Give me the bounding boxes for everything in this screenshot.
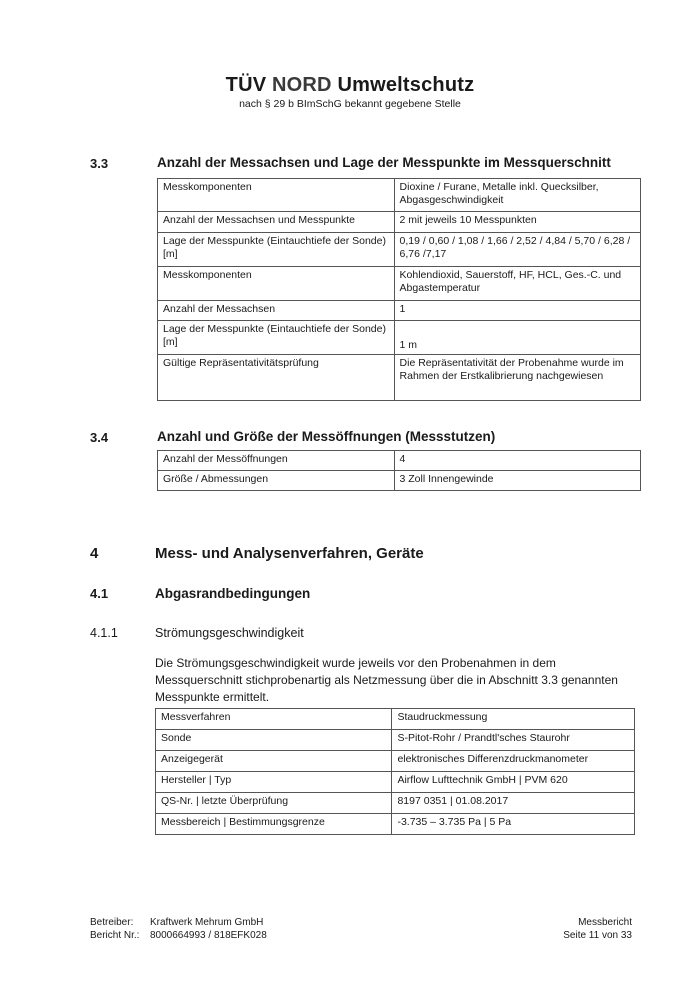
section-4-1-number: 4.1 <box>90 586 109 601</box>
page-header-subtitle: nach § 29 b BImSchG bekannt gegebene Stelle <box>239 98 461 110</box>
table-row <box>156 814 635 835</box>
footer-bericht-label: Bericht Nr.: <box>90 930 140 941</box>
section-4-1-1-number: 4.1.1 <box>90 626 118 640</box>
cell-label: Anzeigegerät <box>156 751 392 772</box>
cell-value: 4 <box>394 451 640 471</box>
section-4-1-title: Abgasrandbedingungen <box>155 586 311 601</box>
table-row <box>158 451 641 471</box>
cell-value: Staudruckmessung <box>392 709 635 730</box>
table-flow-velocity-instrument <box>155 708 635 835</box>
cell-value: Die Repräsentativität der Probenahme wurde im Rahmen der Erstkalibrierung nachgewiesen <box>394 355 640 401</box>
table-row <box>158 267 641 301</box>
paragraph-flow-velocity: Die Strömungsgeschwindigkeit wurde jeweils vor den Probenahmen in dem Messquerschnitt stichprobenartig als Netzmessung über die in Abschnitt 3.3 genannten Messpunkte ermittelt. <box>155 656 618 704</box>
cell-label: Anzahl der Messachsen <box>158 301 395 321</box>
table-row <box>158 321 641 355</box>
cell-value: 3 Zoll Innengewinde <box>394 471 640 491</box>
cell-value: 1 <box>394 301 640 321</box>
table-row <box>156 772 635 793</box>
page-header-title <box>0 74 700 97</box>
title-nord: NORD <box>272 74 332 96</box>
table-row <box>156 730 635 751</box>
cell-value: -3.735 – 3.735 Pa | 5 Pa <box>392 814 635 835</box>
cell-label: Messbereich | Bestimmungsgrenze <box>156 814 392 835</box>
cell-label: Messverfahren <box>156 709 392 730</box>
table-row <box>156 751 635 772</box>
table-row <box>158 471 641 491</box>
cell-value: 2 mit jeweils 10 Messpunkten <box>394 212 640 233</box>
cell-value: 0,19 / 0,60 / 1,08 / 1,66 / 2,52 / 4,84 / 5,70 / 6,28 / 6,76 /7,17 <box>394 233 640 267</box>
section-3-3-number: 3.3 <box>90 156 109 171</box>
section-4-number: 4 <box>90 545 99 562</box>
table-row <box>158 212 641 233</box>
title-rest: Umweltschutz <box>331 74 475 96</box>
cell-label: Sonde <box>156 730 392 751</box>
table-row <box>158 179 641 212</box>
cell-label: QS-Nr. | letzte Überprüfung <box>156 793 392 814</box>
cell-value: Kohlendioxid, Sauerstoff, HF, HCL, Ges.-C. und Abgastemperatur <box>394 267 640 301</box>
section-3-4-title: Anzahl und Größe der Messöffnungen (Messstutzen) <box>157 429 496 444</box>
cell-label: Gültige Repräsentativitätsprüfung <box>158 355 395 401</box>
cell-label: Messkomponenten <box>158 179 395 212</box>
footer-doc-type: Messbericht <box>578 917 632 928</box>
table-measurement-openings <box>157 450 641 491</box>
cell-label: Anzahl der Messachsen und Messpunkte <box>158 212 395 233</box>
table-row <box>156 793 635 814</box>
table-measurement-axes <box>157 178 641 401</box>
table-row <box>158 355 641 401</box>
title-tuv: TÜV <box>225 74 273 96</box>
cell-value: elektronisches Differenzdruckmanometer <box>392 751 635 772</box>
footer-betreiber-value: Kraftwerk Mehrum GmbH <box>150 917 264 928</box>
cell-label: Anzahl der Messöffnungen <box>158 451 395 471</box>
cell-label: Lage der Messpunkte (Eintauchtiefe der Sonde) [m] <box>158 321 395 355</box>
cell-value: Dioxine / Furane, Metalle inkl. Quecksilber, Abgasgeschwindigkeit <box>394 179 640 212</box>
footer-betreiber-label: Betreiber: <box>90 917 134 928</box>
table-row <box>158 233 641 267</box>
cell-label: Größe / Abmessungen <box>158 471 395 491</box>
cell-value: Airflow Lufttechnik GmbH | PVM 620 <box>392 772 635 793</box>
table-row <box>158 301 641 321</box>
cell-label: Messkomponenten <box>158 267 395 301</box>
cell-label: Hersteller | Typ <box>156 772 392 793</box>
cell-value: S-Pitot-Rohr / Prandtl'sches Staurohr <box>392 730 635 751</box>
cell-value: 8197 0351 | 01.08.2017 <box>392 793 635 814</box>
footer-bericht-value: 8000664993 / 818EFK028 <box>150 930 267 941</box>
section-4-1-1-title: Strömungsgeschwindigkeit <box>155 626 304 640</box>
cell-label: Lage der Messpunkte (Eintauchtiefe der Sonde) [m] <box>158 233 395 267</box>
footer-page-number: Seite 11 von 33 <box>563 930 632 941</box>
section-4-title: Mess- und Analysenverfahren, Geräte <box>155 545 424 562</box>
section-3-4-number: 3.4 <box>90 430 109 445</box>
cell-value: 1 m <box>394 321 640 355</box>
table-row <box>156 709 635 730</box>
section-3-3-title: Anzahl der Messachsen und Lage der Messpunkte im Messquerschnitt <box>157 155 611 170</box>
